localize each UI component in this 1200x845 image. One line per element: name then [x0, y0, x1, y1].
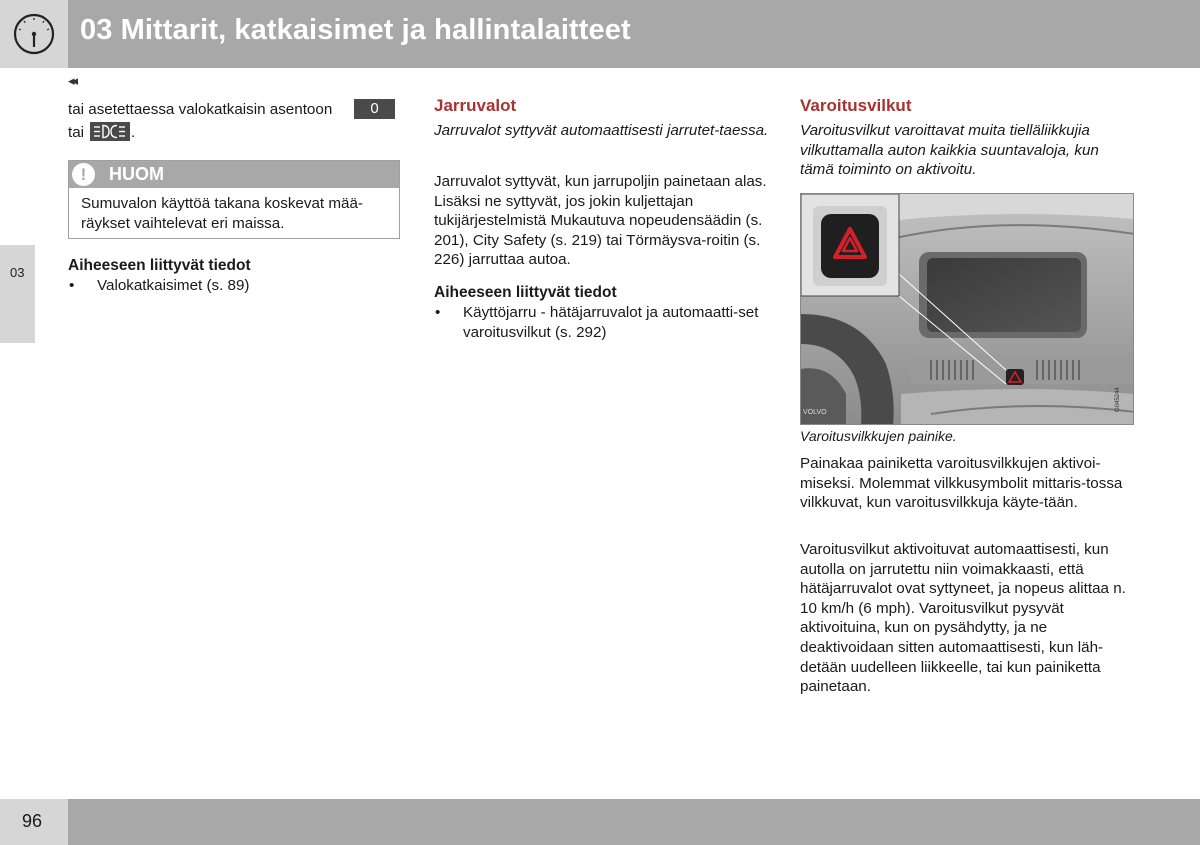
section-heading-brake-lights: Jarruvalot: [434, 96, 517, 115]
header-icon-box: [0, 0, 68, 68]
note-header: [69, 161, 399, 188]
speedometer-icon: [11, 11, 57, 57]
exclamation-icon: !: [72, 163, 95, 186]
note-text: Sumuvalon käyttöä takana koskevat mää-räykset vaihtelevat eri maissa.: [81, 195, 363, 232]
related-info-heading: Aiheeseen liittyvät tiedot: [68, 257, 251, 274]
chapter-side-tab: [0, 245, 35, 343]
intro-line-2: tai: [68, 124, 85, 141]
related-info-heading: Aiheeseen liittyvät tiedot: [434, 284, 617, 301]
dashboard-photo: [800, 193, 1134, 425]
section-intro: Jarruvalot syttyvät automaattisesti jarrutet-taessa.: [434, 122, 769, 139]
section-intro: Varoitusvilkut varoittavat muita tielläliikkujia vilkuttamalla auton kaikkia suuntavaloja, kun tämä toiminto on aktivoitu.: [800, 122, 1099, 179]
switch-position-zero-badge: 0: [354, 99, 395, 119]
image-code: G045244: [1115, 387, 1121, 412]
back-nav-icon[interactable]: ◂◂: [68, 73, 76, 88]
page-title: 03 Mittarit, katkaisimet ja hallintalaitteet: [80, 14, 631, 46]
photo-caption: Varoitusvilkkujen painike.: [800, 428, 957, 444]
sentence-end: .: [131, 124, 136, 141]
page-number: 96: [22, 811, 43, 831]
note-title: HUOM: [109, 164, 164, 184]
section-paragraph-2: Varoitusvilkut aktivoituvat automaattisesti, kun autolla on jarrutettu niin voimakkaasti, että hätäjarruvalot ovat syttyneet, ja nopeus alittaa n. 10 km/h (6 mph). Varoitusvilkut pysyvät aktivoituina, kun on pysähdytty, ja ne deaktivoidaan sitten automaattisesti, kun läh-detään uudelleen liikkeelle, tai kun painiketta painetaan.: [800, 541, 1126, 696]
related-link[interactable]: Valokatkaisimet (s. 89): [97, 277, 250, 294]
rear-fog-light-icon: [90, 122, 130, 141]
bullet-icon: •: [435, 304, 441, 321]
bullet-icon: •: [69, 277, 75, 294]
section-paragraph: Painakaa painiketta varoitusvilkkujen aktivoi-miseksi. Molemmat vilkkusymbolit mittaris-tossa vilkkuvat, kun varoitusvilkkuja käyte-tään.: [800, 455, 1123, 512]
note-box: [68, 160, 400, 239]
brand-text: VOLVO: [803, 409, 827, 416]
intro-line: tai asetettaessa valokatkaisin asentoon: [68, 101, 333, 118]
related-link[interactable]: Käyttöjarru - hätäjarruvalot ja automaatti-set varoitusvilkut (s. 292): [463, 304, 759, 341]
chapter-tab-label: 03: [10, 265, 25, 280]
section-paragraph: Jarruvalot syttyvät, kun jarrupoljin painetaan alas. Lisäksi ne syttyvät, jos jokin kuljettajan tukijärjestelmistä Mukautuva nopeudensäädin (s. 201), City Safety (s. 219) tai Törmäysva-roitin (s. 226) jarruttaa autoa.: [434, 173, 767, 269]
section-heading-hazard-lights: Varoitusvilkut: [800, 96, 912, 115]
footer-bar: [68, 799, 1200, 845]
